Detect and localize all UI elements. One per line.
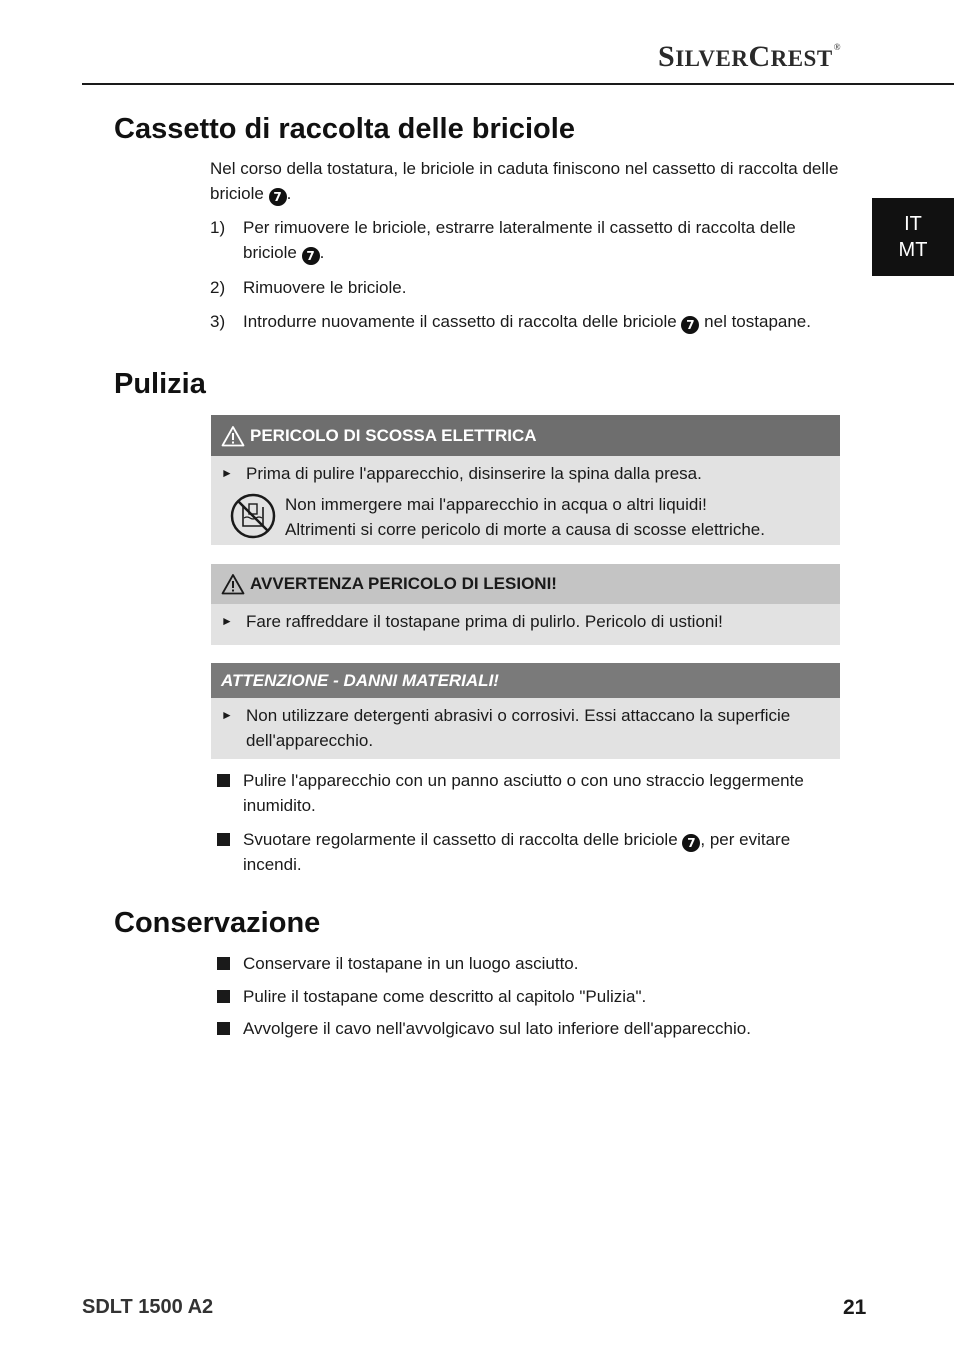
warning-box-header [211,564,840,604]
section-title-crumb-tray: Cassetto di raccolta delle briciole [114,113,575,145]
list-item [217,827,840,877]
danger-icon-text-line2: Altrimenti si corre pericolo di morte a causa di scosse elettriche. [285,520,765,539]
caution-box-body [211,698,840,759]
list-item [217,984,840,1009]
step-item [210,275,840,300]
danger-icon-text [285,492,765,542]
section-title-cleaning: Pulizia [114,368,206,400]
caution-box [211,663,840,759]
caution-instruction [211,703,840,753]
list-item-text-b: , per evitare incendi. [243,830,791,874]
square-bullet-icon [217,774,230,787]
step-text [243,309,840,334]
warning-triangle-icon [221,573,245,595]
crumb-tray-intro-end: . [286,184,292,203]
warning-instruction [211,609,840,634]
brand-letter-c: C [748,40,771,73]
danger-box-body [211,456,840,545]
step-text [243,215,840,265]
arrow-bullet-icon: ► [221,614,233,628]
arrow-bullet-icon: ► [221,466,233,480]
caution-box-heading: ATTENZIONE - DANNI MATERIALI! [221,670,499,690]
step-item [210,215,840,265]
warning-box [211,564,840,645]
warning-triangle-icon [221,425,245,447]
list-item-text-a: Svuotare regolarmente il cassetto di raccolta delle briciole [243,830,683,849]
no-immersion-icon [230,493,276,539]
caution-instruction-text: Non utilizzare detergenti abrasivi o corrosivi. Essi attaccano la superficie dell'apparecchio. [246,706,791,750]
list-item-text: Pulire l'apparecchio con un panno asciutto o con uno straccio leggermente inumidito. [243,771,804,815]
step-text-a: Introdurre nuovamente il cassetto di raccolta delle briciole [243,312,682,331]
brand-letters-rest: REST [770,46,833,71]
brand-logo [658,40,840,74]
part-number-badge: 7 [682,834,700,852]
square-bullet-icon [217,1022,230,1035]
footer-model-number: SDLT 1500 A2 [82,1296,214,1318]
list-item [217,1016,840,1041]
step-text-b: nel tostapane. [699,312,811,331]
language-tab [872,198,954,276]
part-number-badge: 7 [302,247,320,265]
square-bullet-icon [217,833,230,846]
arrow-bullet-icon: ► [221,708,233,722]
square-bullet-icon [217,957,230,970]
step-text-a: Per rimuovere le briciole, estrarre lateralmente il cassetto di raccolta delle briciole [243,218,796,262]
brand-letter-s: S [658,40,676,73]
warning-box-heading: AVVERTENZA PERICOLO DI LESIONI! [250,574,557,593]
list-item-text: Avvolgere il cavo nell'avvolgicavo sul lato inferiore dell'apparecchio. [243,1019,751,1038]
step-number: 1) [210,218,226,237]
danger-icon-text-line1: Non immergere mai l'apparecchio in acqua o altri liquidi! [285,495,707,514]
step-text-b: . [319,243,325,262]
danger-instruction [211,461,840,486]
registered-mark: ® [833,42,842,52]
caution-box-header [211,663,840,698]
step-text [243,275,840,300]
danger-instruction-text: Prima di pulire l'apparecchio, disinserire la spina dalla presa. [246,464,702,483]
step-item [210,309,840,334]
language-tab-line1: IT [904,213,922,235]
danger-box-heading: PERICOLO DI SCOSSA ELETTRICA [250,425,537,445]
list-item [217,768,840,818]
header-rule [82,83,954,85]
brand-letters-ilver: ILVER [675,46,749,71]
section-title-storage: Conservazione [114,907,321,939]
square-bullet-icon [217,990,230,1003]
step-number: 2) [210,278,226,297]
list-item [217,951,840,976]
language-tab-line2: MT [898,239,928,261]
part-number-badge: 7 [269,188,287,206]
step-text-a: Rimuovere le briciole. [243,278,407,297]
danger-box-header [211,415,840,456]
warning-box-body [211,604,840,645]
list-item-text [243,827,840,877]
danger-box [211,415,840,545]
part-number-badge: 7 [681,316,699,334]
warning-instruction-text: Fare raffreddare il tostapane prima di pulirlo. Pericolo di ustioni! [246,612,723,631]
list-item-text: Pulire il tostapane come descritto al capitolo "Pulizia". [243,987,647,1006]
step-number: 3) [210,312,226,331]
crumb-tray-intro-text: Nel corso della tostatura, le briciole in caduta finiscono nel cassetto di raccolta delle briciole [210,159,839,203]
crumb-tray-intro [210,156,840,206]
footer-page-number: 21 [843,1296,867,1319]
list-item-text: Conservare il tostapane in un luogo asciutto. [243,954,579,973]
